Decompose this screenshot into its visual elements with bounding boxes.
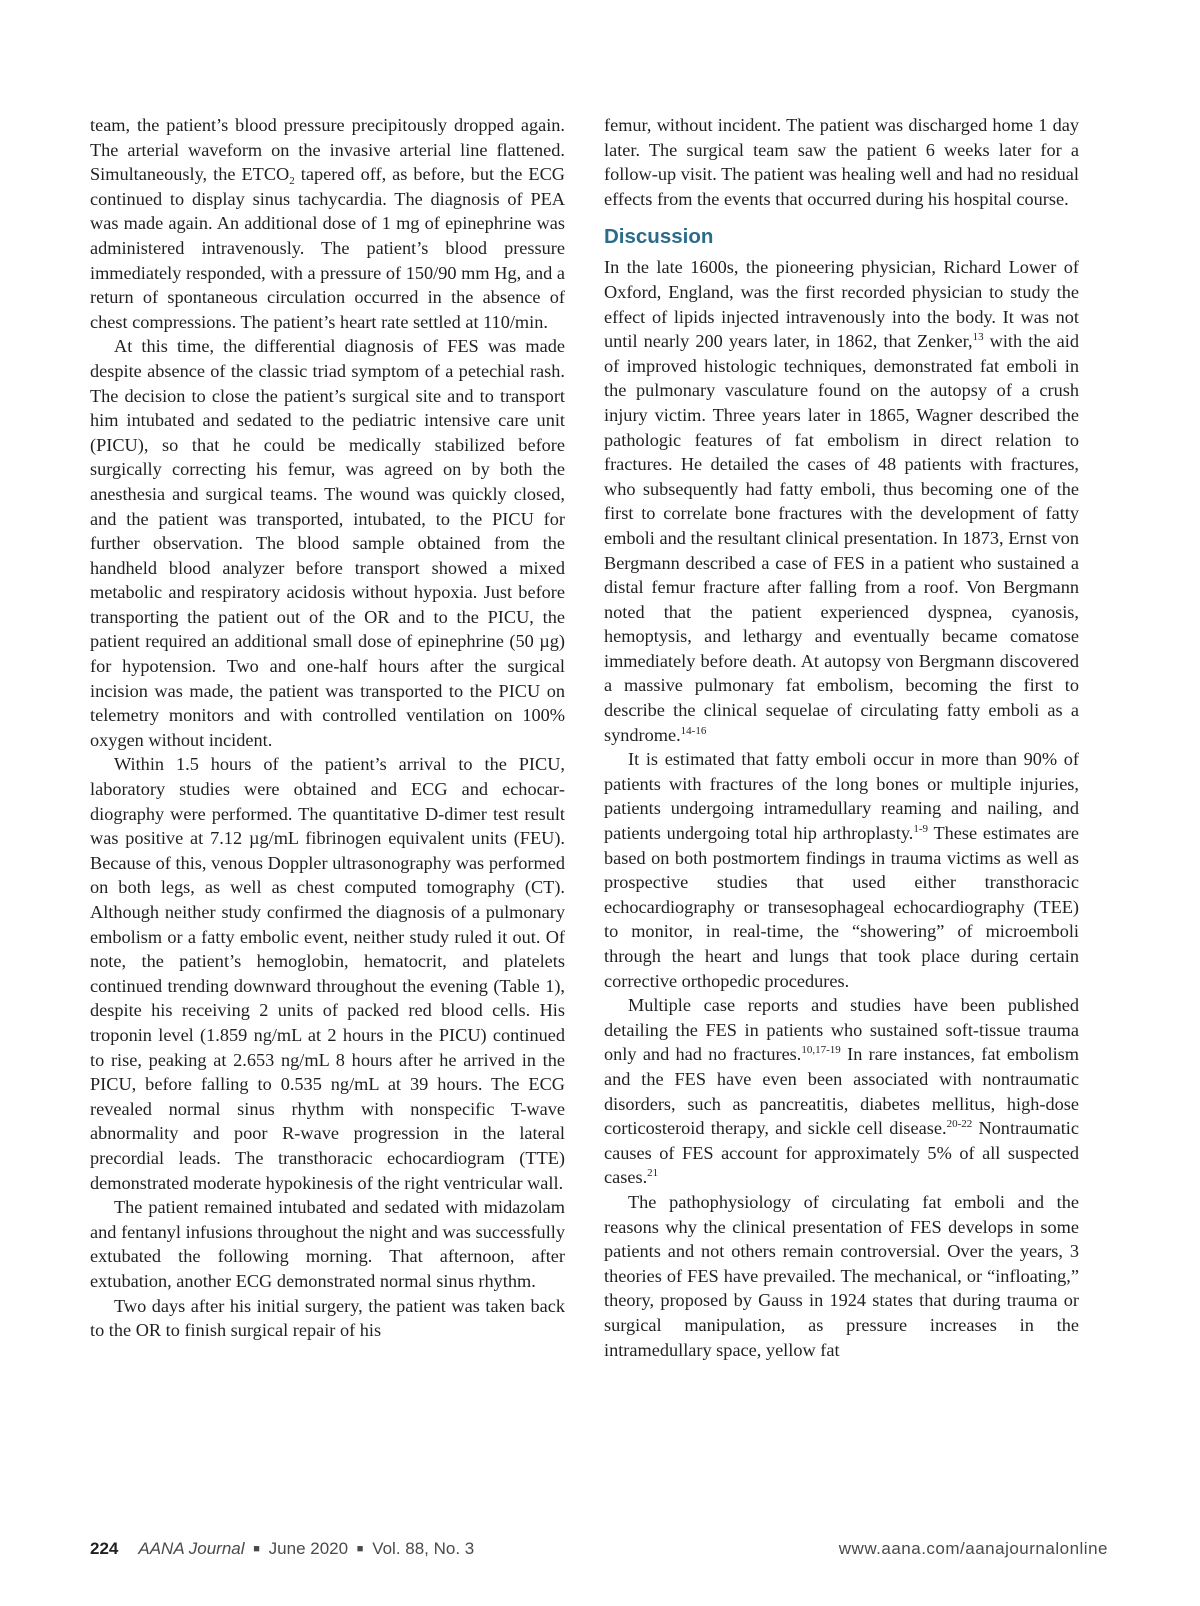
paragraph: It is estimated that fatty emboli occur in more than 90% of patients with fractures of the long bones or multiple injuries, patients undergoing intramedullary reaming and nailing, and patients undergoing total hip arthroplasty.$^{1-9}$ These estimates are based on both postmortem findings in trauma victims as well as prospective studies that used either transthoracic echocardiography or transesophageal echocardiography (TEE) to monitor, in real-time, the “showering” of microemboli through the heart and lungs that took place during certain corrective orthopedic procedures. [604,749,1079,991]
journal-name: AANA Journal [138,1539,245,1558]
citation: 14-16 [680,724,707,737]
citation: 21 [647,1167,659,1180]
paragraph: Two days after his initial surgery, the patient was taken back to the OR to finish surgical repair of his [90,1295,565,1341]
paragraph: The patient remained intubated and sedated with midazolam and fentanyl infusions throughout the night and was successfully extubated the following morning. That afternoon, after extubation, another ECG demonstrated normal sinus rhythm. [90,1197,565,1291]
citation: 1-9 [913,823,929,836]
citation: 10,17-19 [801,1044,841,1057]
journal-url[interactable]: www.aana.com/aanajournalonline [838,1539,1108,1558]
paragraph: Multiple case reports and studies have been published detailing the FES in patients who sustained soft-tissue trauma only and had no fractures.$^{10,17-19}$ In rare instances, fat embolism and the FES have even been associated with nontraumatic disorders, such as pancreatitis, diabetes mellitus, high-dose corticosteroid therapy, and sickle cell disease.$^{20-22}$ Nontraumatic causes of FES account for approximately 5% of all suspected cases.$^{21}$ [604,995,1079,1188]
citation: 13 [972,331,984,344]
page-number: 224 [90,1539,119,1558]
citation: 20-22 [946,1118,973,1131]
issue-date: June 2020 [268,1539,349,1558]
paragraph: The pathophysiology of circulating fat emboli and the reasons why the clinical presentation of FES develops in some patients and not others remain controversial. Over the years, 3 theories of FES have prevailed. The mechanical, or “infloating,” theory, proposed by Gauss in 1924 states that during trauma or surgical manipulation, as pressure increases in the intramedullary space, yellow fat [604,1191,1079,1360]
left-column [90,113,565,1343]
footer-citation [90,1539,474,1559]
paragraph: team, the patient’s blood pressure precipitously dropped again. The arterial waveform on the invasive arterial line flattened. Simultaneously, the $ETCO_2$ tapered off, as before, but the ECG continued to display sinus tachycardia. The diagnosis of PEA was made again. An additional dose of 1 mg of epinephrine was administered intravenously. The patient’s blood pressure immediately responded, with a pressure of 150/90 mm Hg, and a return of spontaneous circulation occurred in the absence of chest compressions. The patient’s heart rate settled at 110/min. [90,115,565,332]
volume-issue: Vol. 88, No. 3 [372,1539,475,1558]
separator-icon: ■ [253,1543,260,1555]
section-heading-discussion: Discussion [604,225,714,249]
paragraph: In the late 1600s, the pioneering physician, Richard Lower of Oxford, England, was the first recorded physician to study the effect of lipids injected intravenously into the body. It was not until nearly 200 years later, in 1862, that Zenker,$^{13}$ with the aid of improved histologic techniques, demonstrated fat emboli in the pulmonary vasculature found on the autopsy of a crush injury victim. Three years later in 1865, Wagner described the pathologic features of fat embolism in direct relation to fractures. He detailed the cases of 48 patients with fractures, who subsequently had fatty emboli, thus becoming one of the first to correlate bone fractures with the development of fatty emboli and the resultant clinical presentation. In 1873, Ernst von Bergmann described a case of FES in a patient who sustained a distal femur fracture after falling from a roof. Von Bergmann noted that the patient experienced dyspnea, cyanosis, hemoptysis, and lethargy and eventually became comatose immediately before death. At autopsy von Bergmann discovered a massive pulmonary fat embolism, becoming the first to describe the clinical sequelae of circulating fatty emboli as a syndrome.$^{14-16}$ [604,257,1079,745]
paragraph: Within 1.5 hours of the patient’s arrival to the PICU, laboratory studies were obtained and ECG and echocardiography were performed. The quantitative D-dimer test result was positive at 7.12 µg/mL fibrinogen equivalent units (FEU). Because of this, venous Doppler ultrasonography was performed on both legs, as well as chest computed tomography (CT). Although neither study confirmed the diagnosis of a pulmonary embolism or a fatty embolic event, neither study ruled it out. Of note, the patient’s hemoglobin, hematocrit, and platelets continued trending downward throughout the evening (Table 1), despite his receiving 2 units of packed red blood cells. His troponin level (1.859 ng/mL at 2 hours in the PICU) continued to rise, peaking at 2.653 ng/mL 8 hours after he arrived in the PICU, before falling to 0.535 ng/mL at 39 hours. The ECG revealed normal sinus rhythm with nonspecific T-wave abnormality and poor R-wave progression in the lateral precordial leads. The transthoracic echocardiogram (TTE) demonstrated moderate hypokinesis of the right ventricular wall. [90,754,565,1193]
paragraph: femur, without incident. The patient was discharged home 1 day later. The surgical team saw the patient 6 weeks later for a follow-up visit. The patient was healing well and had no residual effects from the events that occurred during his hospital course. [604,115,1079,209]
separator-icon: ■ [356,1543,364,1555]
right-column [604,113,1079,1362]
paragraph: At this time, the differential diagnosis of FES was made despite absence of the classic triad symptom of a petechial rash. The decision to close the patient’s surgical site and to transport him intubated and sedated to the pediatric intensive care unit (PICU), so that he could be medically stabilized before surgically correcting his femur, was agreed on by both the anesthesia and surgical teams. The wound was quickly closed, and the patient was transported, intubated, to the PICU for further observation. The blood sample obtained from the handheld blood analyzer before transport showed a mixed metabolic and respiratory acidosis without hypoxia. Just before transporting the patient out of the OR and to the PICU, the patient required an additional small dose of epinephrine (50 µg) for hypotension. Two and one-half hours after the surgical incision was made, the patient was transported to the PICU on telemetry monitors and with controlled ventilation on 100% oxygen without incident. [90,336,565,750]
subscript: 2 [289,175,295,188]
page-footer [90,1539,1108,1563]
